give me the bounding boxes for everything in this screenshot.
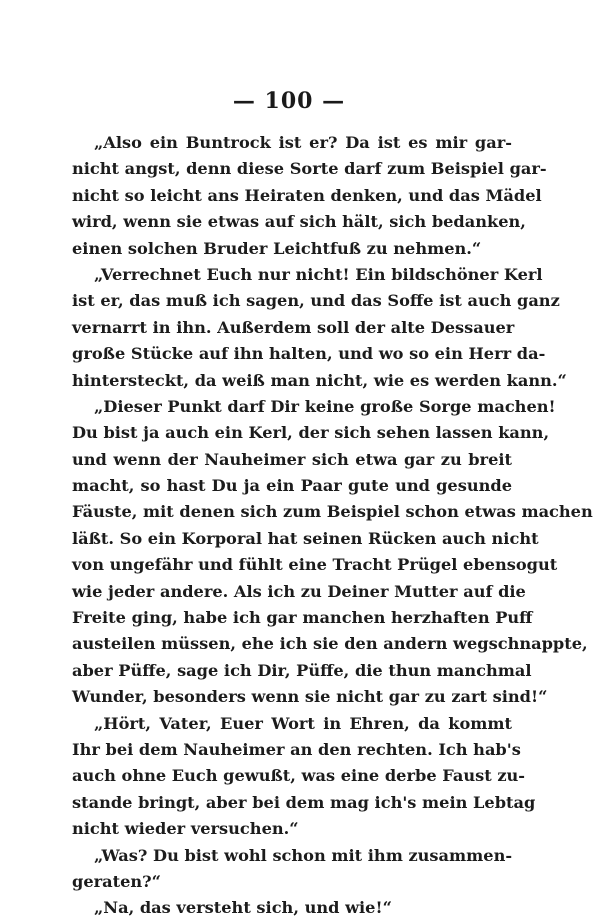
text-line: Fäuste, mit denen sich zum Beispiel schon etwas machen: [72, 502, 593, 522]
text-line: Wunder, besonders wenn sie nicht gar zu zart sind!“: [72, 687, 548, 707]
text-line: nicht angst, denn diese Sorte darf zum Beispiel gar-: [72, 159, 547, 179]
text-line: auch ohne Euch gewußt, was eine derbe Faust zu-: [72, 766, 526, 786]
text-line: geraten?“: [72, 871, 161, 891]
page-number: — 100 —: [232, 88, 346, 114]
text-line: „Dieser Punkt darf Dir keine große Sorge machen!: [94, 396, 556, 416]
text-line: aber Püffe, sage ich Dir, Püffe, die thun manchmal: [72, 660, 532, 680]
text-line: läßt. So ein Korporal hat seinen Rücken auch nicht: [72, 528, 539, 548]
text-line: einen solchen Bruder Leichtfuß zu nehmen.“: [72, 238, 482, 258]
text-line: wie jeder andere. Als ich zu Deiner Mutter auf die: [72, 581, 526, 601]
text-line: „Verrechnet Euch nur nicht! Ein bildschöner Kerl: [94, 264, 543, 284]
text-line: von ungefähr und fühlt eine Tracht Prügel ebensogut: [72, 555, 558, 575]
text-line: hintersteckt, da weiß man nicht, wie es werden kann.“: [72, 370, 567, 390]
text-line: nicht so leicht ans Heiraten denken, und das Mädel: [72, 185, 542, 205]
text-line: macht, so hast Du ja ein Paar gute und gesunde: [72, 476, 512, 496]
text-line: ist er, das muß ich sagen, und das Soffe ist auch ganz: [72, 291, 560, 311]
text-line: „Na, das versteht sich, und wie!“: [94, 898, 392, 918]
text-line: „Hört, Vater, Euer Wort in Ehren, da kommt: [94, 713, 512, 733]
text-line: Du bist ja auch ein Kerl, der sich sehen lassen kann,: [72, 423, 550, 443]
text-line: „Was? Du bist wohl schon mit ihm zusammen-: [94, 845, 513, 865]
body-text: [72, 130, 593, 922]
text-line: stande bringt, aber bei dem mag ich's mein Lebtag: [72, 792, 536, 812]
text-line: nicht wieder versuchen.“: [72, 819, 299, 839]
text-line: vernarrt in ihn. Außerdem soll der alte Dessauer: [72, 317, 515, 337]
text-line: Ihr bei dem Nauheimer an den rechten. Ich hab's: [72, 739, 521, 759]
text-line: große Stücke auf ihn halten, und wo so ein Herr da-: [72, 344, 546, 364]
text-line: Freite ging, habe ich gar manchen herzhaften Puff: [72, 608, 533, 628]
text-line: wird, wenn sie etwas auf sich hält, sich bedanken,: [72, 212, 526, 232]
text-line: „Also ein Buntrock ist er? Da ist es mir gar-: [94, 133, 512, 152]
text-line: und wenn der Nauheimer sich etwa gar zu breit: [72, 449, 512, 469]
text-line: austeilen müssen, ehe ich sie den andern wegschnappte,: [72, 634, 588, 654]
